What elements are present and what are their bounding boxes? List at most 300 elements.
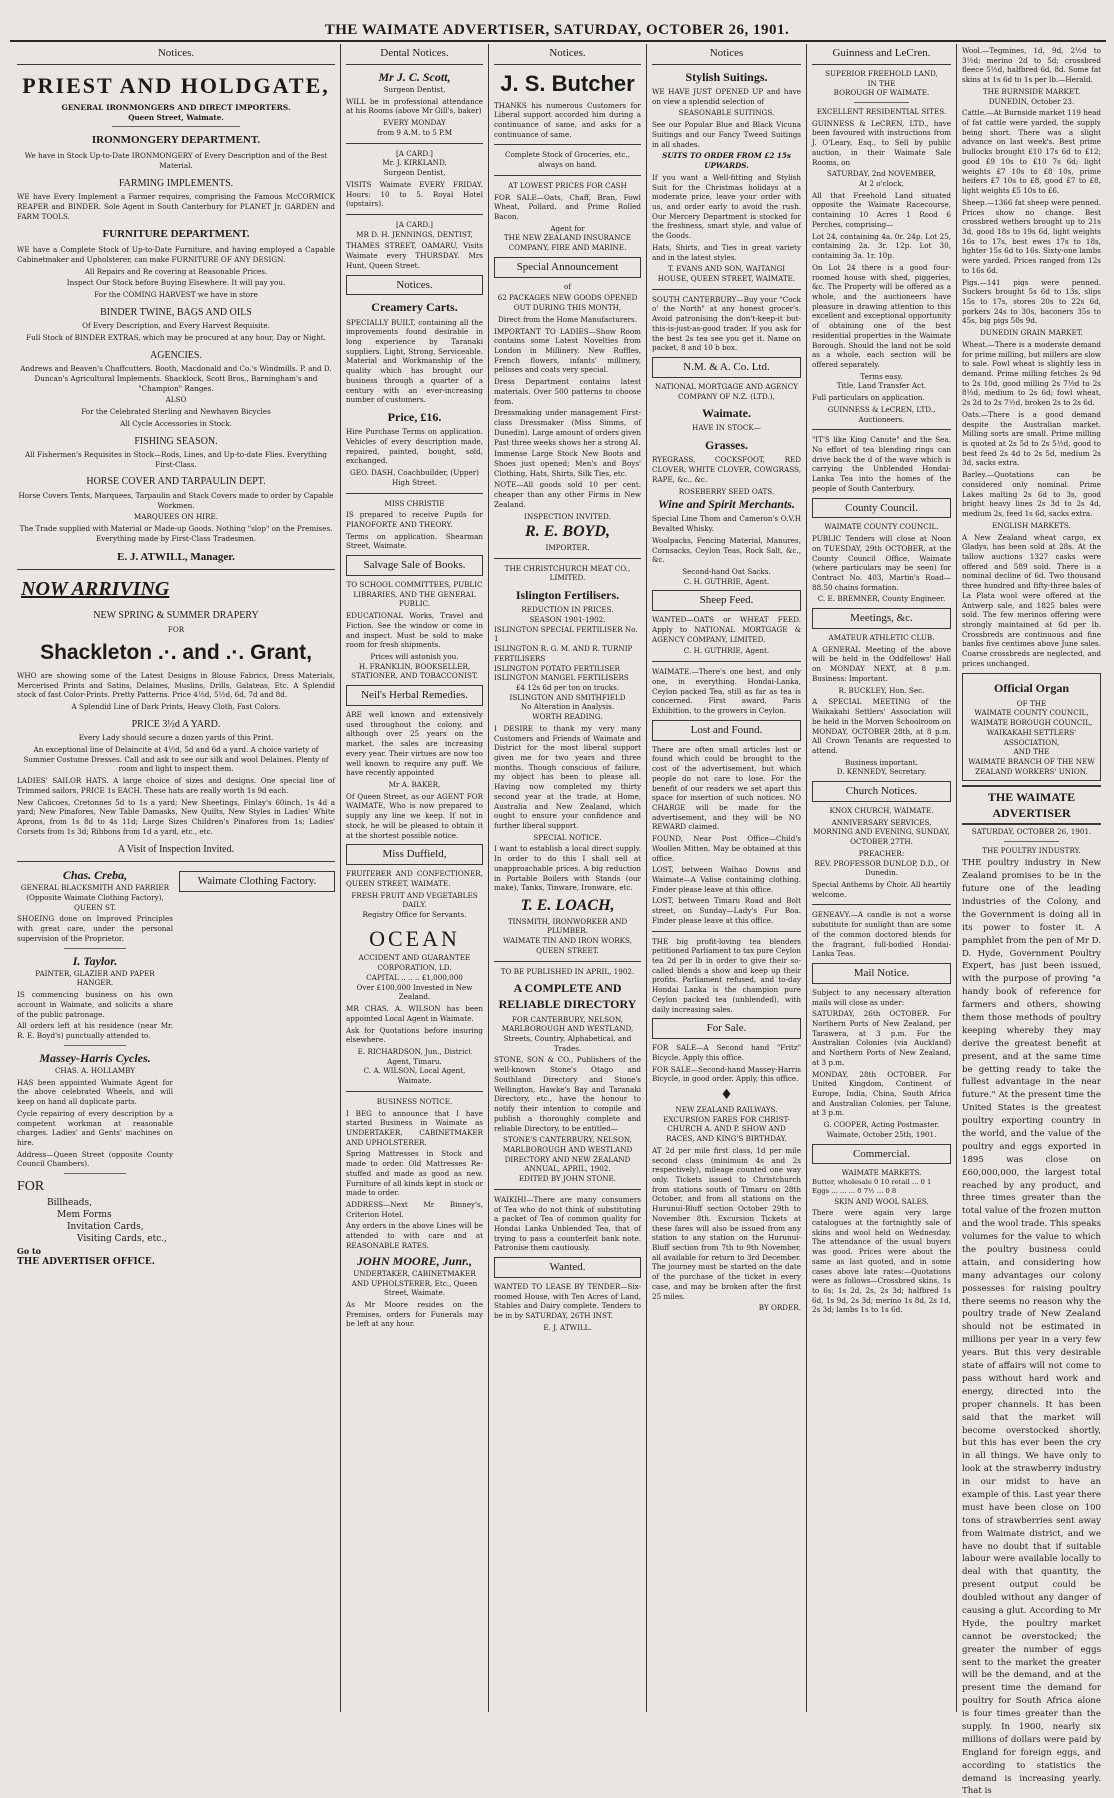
special-notice-text: I want to establish a local direct supply. In order to do this I shall sell at unapproachable prices. A big reduction in Portable Boilers with Stands (our make), Tanks, Tinware, Ironware, etc. — [494, 844, 641, 893]
dressmaking-text: Dressmaking under management First-class Dressmaker (Miss Simms, of Dunedin). Large amount of orders given Past three weeks shows her a strong AI. — [494, 408, 641, 447]
nma-subtitle: NATIONAL MORTGAGE AND AGENCY COMPANY OF N.Z. (LTD.), — [655, 381, 798, 401]
marquees-text: MARQUEES ON HIRE. — [133, 512, 219, 522]
scott-days: EVERY MONDAY — [383, 118, 446, 128]
county-council-heading: County Council. — [812, 498, 951, 519]
hire-text: Hire Purchase Terms on application. Vehicles of every description made, repaired, painted, bought, sold, exchanged. — [346, 427, 483, 466]
manager-signature: E. J. ATWILL, Manager. — [117, 550, 235, 563]
buckley-signature: R. BUCKLEY, Hon. Sec. — [838, 685, 925, 695]
dunlop-name: REV. PROFESSOR DUNLOP, D.D., Of Dunedin. — [814, 858, 949, 878]
divider — [854, 102, 910, 103]
official-and: AND THE — [1013, 747, 1050, 757]
burnside-text: Cattle.—At Burnside market 119 head of fat cattle were yarded, the supply being short. There was a slight advance on last week's. Best prime bullocks brought £10 17s 6d to £12; good £9 10s to £10 7s 6d; light weights £7 10s to £8 10s, prime heifers £7 10s to £8, good £7 to £8, light weights £5 10s to £6. — [962, 108, 1102, 196]
official-1: WAIMATE COUNTY COUNCIL, — [974, 708, 1089, 718]
county-text: PUBLIC Tenders will close at Noon on TUESDAY, 29th OCTOBER, at the County Council Office, Waimate (where particulars may be seen) for Contract No. 403, Martin's Road—88.50 chains formation. — [812, 534, 951, 592]
column-markets — [956, 44, 1106, 1797]
borough-heading: BOROUGH OF WAIMATE. — [833, 88, 930, 98]
neil-heading: Neil's Herbal Remedies. — [346, 685, 483, 706]
masthead — [0, 0, 1114, 38]
tea-blend-text: THE big profit-loving tea blenders petitioned Parliament to tax pure Ceylon tea 2d per lb in order to give their so-called blends a show and keep up their profits. Parliament refused, and to-day Hondai Lanka is the champion pure Ceylon packed tea (unblended), with daily increasing sales. — [652, 936, 801, 1014]
markets-heading: WAIMATE MARKETS. — [841, 1168, 922, 1178]
skin-text: There were again very large catalogues at the fortnightly sale of skins and wool held on Wednesday. The attendance of the usual buyers was good. Prices were about the same as last quoted, and in some cases above late rates:—Quotations were as follows—Crossbred skins, 1s to 6s; 1s 2d, 2s, 2s 3d; halfbred 1s 6d, 1s 9d, 2s 3d; merino 1s 8d, 2s 1d, 2s 3d; lambs 1s to 1s 6d. — [812, 1208, 951, 1315]
anthems-text: Special Anthems by Choir. All heartily welcome. — [812, 879, 951, 899]
divider — [494, 144, 641, 145]
fishing-text: All Fishermen's Requisites in Stock—Rods, Lines, and Up-to-date Flies. Everything First-Class. — [24, 450, 328, 469]
evans-signature: T. EVANS AND SON, WAITANGI HOUSE, QUEEN STREET, WAIMATE. — [657, 264, 796, 283]
furniture-text: WE have a Complete Stock of Up-to-Date Furniture, and having employed a Capable Cabinetmaker and Upholsterer, can make FURNITURE OF ANY DESIGN. — [17, 245, 335, 264]
railways-heading: NEW ZEALAND RAILWAYS. — [675, 1104, 778, 1114]
fertiliser-price: £4 12s 6d per ton on trucks. — [515, 682, 620, 692]
wine-heading: Wine and Spirit Merchants. — [658, 497, 795, 512]
mail-text-2: SATURDAY, 26th OCTOBER. For Northern Ports of New Zealand, per Tarawera, at 3 p.m. For the Australian Colonies (via Auckland) and Northern Ports of New Zealand, at 3 p.m. — [812, 1009, 951, 1067]
business-notice-address: ADDRESS—Next Mr Binney's, Criterion Hotel. — [346, 1200, 483, 1219]
for-label-2: FOR — [17, 1179, 45, 1195]
official-4: WAIMATE BRANCH OF THE NEW ZEALAND WORKERS' UNION. — [968, 757, 1095, 776]
guthrie-signature-2: C. H. GUTHRIE, Agent. — [683, 646, 770, 656]
richardson-signature: E. RICHARDSON, Jun., District Agent, Timaru. — [357, 1046, 472, 1066]
column-notices-1 — [12, 44, 340, 1712]
jennings-text: THAMES STREET, OAMARU, Visits Waimate every THURSDAY. Mrs Hunt, Queen Street. — [346, 241, 483, 270]
masthead-rule — [10, 40, 1106, 42]
gl-signature: GUINNESS & LeCREN, LTD., Auctioneers. — [827, 404, 936, 424]
anniversary-text: ANNIVERSARY SERVICES, MORNING AND EVENING, SUNDAY, OCTOBER 27TH. — [813, 817, 950, 847]
divider — [652, 931, 801, 932]
special-text-2: Direct from the Home Manufacturers. — [498, 314, 637, 324]
paper-title: THE WAIMATE ADVERTISER — [962, 785, 1101, 825]
divider — [494, 175, 641, 176]
ladies-text: IMPORTANT TO LADIES—Show Room contains some Latest Novelties from London in Millinery. New Ruffles, French flowers, infants' millinery, pelisses and coats very special. — [494, 326, 641, 375]
loach-subtitle: TINSMITH, IRONWORKER AND PLUMBER. — [507, 916, 628, 936]
fertiliser-3: ISLINGTON POTATO FERTILISER — [494, 663, 620, 673]
knox-heading: KNOX CHURCH, WAIMATE. — [829, 805, 934, 815]
divider — [64, 1173, 126, 1174]
excellent-sites: EXCELLENT RESIDENTIAL SITES. — [816, 107, 947, 116]
guthrie-signature: C. H. GUTHRIE, Agent. — [683, 576, 770, 586]
special-announcement: Special Announcement — [494, 257, 641, 278]
ocean-heading: OCEAN — [369, 925, 460, 951]
reduction-text: REDUCTION IN PRICES. — [521, 605, 614, 615]
eggs-row: Eggs ... ... ... 0 7½ ... 0 8 — [812, 1187, 897, 1196]
in-the: IN THE — [867, 78, 896, 88]
railways-text: AT 2d per mile first class, 1d per mile second class (minimum 4s and 2s respectively), mileage counted one way only. Tickets issued to Christchurch from stations south of Timaru on 28th October, and from all stations on the Hurunui-Bluff section October 29th to November 8th. Excursion Tickets at these fares will also be issued from any station to any station on the Hurunui-Bluff section from 7th to 9th November, all available for return to 3rd December. The journey must be started on the date of the purchase of the ticket in every case, and may be broken after the first 25 miles. — [652, 1145, 801, 1301]
stone-text: STONE, SON & CO., Publishers of the well-known Stone's Otago and Southland Directory and Stone's Wellington, Hawke's Bay and Taranaki Directory, etc., have the honour to notify their intention to compile and publish a thoroughly complete and reliable Directory, to be entitled— — [494, 1055, 641, 1133]
no-alteration: No Alteration in Analysis. — [520, 702, 615, 712]
shackleton-text-3: Every Lady should secure a dozen yards of this Print. — [78, 733, 274, 743]
business-notice-text-3: Any orders in the above Lines will be attended to with care and at REASONABLE RATES. — [346, 1221, 483, 1250]
burnside-heading: THE BURNSIDE MARKET. — [982, 86, 1081, 96]
agencies-text: Andrews and Beaven's Chaffcutters. Booth, Macdonald and Co.'s Windmills. P. and D. Duncan's Agricultural Implements. Shacklock, Scott Bros., Barningham's and "Champion" Ranges. — [20, 364, 332, 393]
business-notice-text-2: Spring Mattresses in Stock and made to order. Old Mattresses Re-stuffed and made as good as new. Furniture of all kinds kept in stock or made to order. — [346, 1149, 483, 1198]
worth-text: I DESIRE to thank my very many Customers and Friends of Waimate and District for the most liberal support given me for two years and three months. Though conscious of failure, my object has been to please all. Having now completed my thirty second year at the trade, at Home, Australia and New Zealand, which ought to ensure your confidence and further liberal support. — [494, 723, 641, 830]
boyd-heading: R. E. BOYD, — [525, 523, 610, 541]
candle-text: GENEAVY.—A candle is not a worse substitute for sunlight than are some of the common doctored blends for the fragrant, full-bodied Hondai-Lanka Teas. — [812, 910, 951, 959]
baker-text: Of Queen Street, as our AGENT FOR WAIMATE, Who is now prepared to supply any line we keep. If not in stock, he will be pleased to obtain it at the shortest possible notice. — [346, 791, 483, 840]
neil-text: ARE well known and extensively used throughout the colony, and although over 25 years on the market, the sales are increasing every year. Their virtues are now too well known to require any puff. We have recently appointed — [346, 710, 483, 778]
business-important: Business important. — [845, 757, 918, 767]
stylish-text-2: See our Popular Blue and Black Vicuna Suitings and our Fancy Tweed Suitings in all shades. — [652, 120, 801, 149]
column-header: Dental Notices. — [346, 44, 483, 65]
fishing-heading: FISHING SEASON. — [134, 435, 218, 447]
official-of: OF THE — [1016, 698, 1047, 708]
wanted-text: WANTED TO LEASE BY TENDER—Six-roomed House, with Ten Acres of Land, Stables and Dairy complete. Tenders to be in by SATURDAY, 26TH INST. — [494, 1281, 641, 1321]
for-sale-1: FOR SALE—A Second hand "Fritz" Bicycle. Apply this office. — [652, 1043, 801, 1062]
skin-heading: SKIN AND WOOL SALES. — [834, 1196, 929, 1206]
fertiliser-1: ISLINGTON SPECIAL FERTILISER No. 1 — [494, 624, 638, 644]
divider — [112, 126, 239, 127]
butcher-heading: J. S. Butcher — [500, 70, 635, 96]
column-notices-2 — [488, 44, 646, 1712]
moore-heading: JOHN MOORE, Junr., — [356, 1253, 473, 1268]
printing-visiting: Visiting Cards, etc., — [77, 1234, 167, 1245]
burnside-date: DUNEDIN, October 23. — [988, 96, 1075, 106]
taylor-heading: I. Taylor. — [72, 953, 118, 968]
scott-heading: Mr J. C. Scott, — [378, 69, 451, 84]
divider — [494, 558, 641, 559]
salvage-heading: Salvage Sale of Books. — [346, 555, 483, 576]
franklin-signature: H. FRANKLIN, BOOKSELLER, STATIONER, AND TOBACCONIST. — [351, 661, 478, 681]
firm-address: Queen Street, Waimate. — [128, 112, 224, 122]
kirkland-heading: Mr. J. KIRKLAND, — [382, 158, 447, 168]
lost-text-2: LOST, between Timaru Road and Bolt street, on Sunday—Lady's Fur Boa. Finder please leave at this office. — [652, 896, 801, 925]
divider — [652, 661, 801, 662]
divider — [494, 1189, 641, 1190]
special-text: 62 PACKAGES NEW GOODS OPENED OUT DURING THIS MONTH, — [497, 293, 638, 313]
meetings-heading: Meetings, &c. — [812, 608, 951, 629]
cycle-text: All Cycle Accessories in Stock. — [120, 418, 232, 428]
wine-text-2: Woolpacks, Fencing Material, Manures, Cornsacks, Ceylon Teas, Rock Salt, &c., &c. — [652, 535, 801, 565]
complete-stock: Complete Stock of Groceries, etc., always on hand. — [504, 150, 631, 170]
kirkland-text: VISITS Waimate EVERY FRIDAY. Hours: 10 to 5. Royal Hotel (upstairs). — [346, 179, 483, 209]
official-2: WAIMATE BOROUGH COUNCIL, — [970, 718, 1093, 728]
business-notice-heading: BUSINESS NOTICE. — [376, 1096, 453, 1106]
twocol-ads — [17, 867, 335, 1268]
roseberry-text: ROSEBERRY SEED OATS. — [678, 486, 775, 496]
divider — [64, 948, 126, 949]
english-heading: ENGLISH MARKETS. — [992, 520, 1071, 530]
kirkland-subtitle: Surgeon Dentist, — [383, 168, 446, 178]
agent-for: Agent for — [550, 223, 585, 233]
terms-text: Terms easy. — [860, 371, 903, 381]
salvage-text-2: Prices will astonish you. — [370, 652, 459, 661]
furniture-heading: FURNITURE DEPARTMENT. — [102, 228, 250, 241]
creba-subtitle: GENERAL BLACKSMITH AND FARRIER — [20, 883, 170, 893]
directory-date: TO BE PUBLISHED IN APRIL, 1902. — [500, 966, 635, 976]
divider — [494, 961, 641, 962]
grasses-heading: Grasses. — [705, 438, 748, 453]
business-notice-text: I BEG to announce that I have started Business in Waimate as UNDERTAKER, CABINETMAKER AND UPHOLSTERER. — [346, 1108, 483, 1147]
divider — [346, 143, 483, 144]
visit-heading: A Visit of Inspection Invited. — [117, 843, 235, 855]
railways-subtitle: EXCURSION FARES FOR CHRIST-CHURCH A. AND P. SHOW AND RACES, AND KING'S BIRTHDAY. — [663, 1114, 790, 1144]
sale-time: At 2 o'clock, — [859, 179, 904, 189]
canute-text: "IT'S like King Canute" and the Sea. No effort of tea blending rings can drive back the d of the wave which is carrying the Unblended Hondai-Lanka Tea into the homes of the people of South Canterbury. — [812, 435, 951, 493]
divider — [17, 569, 335, 570]
divider — [346, 214, 483, 215]
nma-place: Waimate. — [702, 406, 751, 421]
divider — [64, 1045, 126, 1046]
gl-text-3: On Lot 24 there is a good four-roomed house with shed, piggeries, &c. The Property will be offered as a whole, and the auctioneers have pleasure in drawing attention to this excellent and exceptional opportunity of obtaining one of the best residential properties in the Waimate Borough. Should the land not be sold as a whole, each section will be offered separately. — [812, 262, 951, 369]
poultry-article: THE poultry industry in New Zealand promises to be in the future one of the leading industries of the Colony, and the Government is doing all in its power to foster it. A pamphlet from the pen of Mr D. D. Hyde, Government Poultry Expert, has just been issued, with the purpose of proving "a handy book of reference for farmers and others, showing them those methods of poultry keeping whereby they may derive the greatest benefit at present, and at the same time be getting ready to take the fullest advantage in the near future." At the present time the United States is the greatest poultry exporting country in the world, and the value of the poultry and eggs exported in 1895 was close on £60,000,000, the largest total reached by any product, and three times greater than the total value of the frozen mutton and the wool trade. This speaks volumes for the value to which the poultry business could attain, and considering how many advantages our colony possesses for raising poultry there seems no reason why the poultry trade of New Zealand should not be estimated in millions per year in a very few years. But this very desirable state of affairs will not come to pass without hard work and energy, directed into the proper channels. It has been said that the market will become overstocked shortly, but this has ever been the cry in all things. We have only to look at the strawberry industry in our midst to have an example of this. Last year there must have been close on 100 tons of strawberries sent away from Waimate district, and we have no doubt that if suitable labour were available locally to deal with that quantity, the present output could be doubled without any danger of causing a glut. According to Mr Hyde, the poultry market cannot be overstocked; the greater the number of eggs sent to the market the greater will be the demand, and at the present time the demand for poultry for South Africa alone is four times greater than the supply. In 1900, nearly six millions of dollars were paid by England for foreign eggs, and according to statistics the demand is increasing yearly. That is — [962, 858, 1101, 1797]
fertiliser-4: ISLINGTON MANGEL FERTILISERS — [494, 673, 629, 683]
shackleton-text-2: A Splendid Line of Dark Prints, Heavy Cloth, Fast Colors. — [71, 702, 281, 712]
duffield-text: FRUITERER AND CONFECTIONER, QUEEN STREET, WAIMATE. — [346, 869, 483, 888]
divider — [17, 861, 335, 862]
wilson-text: MR CHAS. A. WILSON has been appointed Local Agent in Waimate. — [346, 1004, 483, 1023]
stylish-text: WE HAVE JUST OPENED UP and have on view a splendid selection of — [652, 87, 801, 106]
forsale-text: FOR SALE—Oats, Chaff, Bran, Fowl Wheat, Pollard, and Prime Rolled Bacon. — [494, 192, 641, 221]
jennings-heading: MR D. H. JENNINGS, DENTIST, — [356, 229, 473, 239]
boyd-subtitle: IMPORTER. — [545, 542, 590, 552]
waimate-clothing-heading: Waimate Clothing Factory. — [179, 871, 335, 892]
ocean-subtitle: ACCIDENT AND GUARANTEE CORPORATION, LD. — [358, 953, 471, 973]
printing-invitations: Invitation Cards, — [67, 1222, 144, 1233]
printing-memforms: Mem Forms — [57, 1210, 112, 1221]
sheep-market-text: Sheep.—1366 fat sheep were penned. Prices show no change. Best crossbred wethers brought up to 21s 3d, good 18s to 19s 6d, light weights 16s to 17s, best ewes 17s to 18s, lighter 15s 6d to 16s. Sixty-one lambs were yarded. Prices ranged from 12s to 16s 6d. — [962, 197, 1101, 275]
poultry-heading: THE POULTRY INDUSTRY. — [982, 845, 1081, 855]
official-organ-box — [962, 673, 1101, 781]
dress-text: Dress Department contains latest materials. Over 500 patterns to choose from. — [494, 377, 641, 406]
scott-hours: from 9 A.M. to 5 P.M — [376, 127, 453, 137]
agencies-heading: AGENCIES. — [150, 349, 202, 361]
card-label-2: [A CARD.] — [396, 219, 433, 229]
grasses-text: RYEGRASS, COCKSFOOT, RED CLOVER, WHITE CLOVER, COWGRASS, RAPE, &c., &c. — [652, 455, 801, 484]
secondhand-sacks: Second-hand Oat Sacks. — [682, 567, 771, 577]
for-sale-heading: For Sale. — [652, 1018, 801, 1039]
nma-heading: N.M. & A. Co. Ltd. — [652, 357, 801, 378]
also-label: ALSO — [165, 395, 187, 405]
column-header: Notices — [652, 44, 801, 65]
advertiser-office: THE ADVERTISER OFFICE. — [17, 1257, 155, 1268]
loach-heading: T. E. LOACH, — [520, 897, 615, 915]
settlers-text: A SPECIAL MEETING of the Waikakahi Settlers' Association will be held in the Morven Schoolroom on MONDAY, OCTOBER 28th, at 8 p.m. All Crown Tenants are requested to attend. — [812, 697, 951, 755]
oats-text: Oats.—There is a good demand despite the Australian market. Milling sorts are small. Prime milling is quoted at 2s 5d to 2s 5½d, good to best feed 2s 4d to 2s 5d, medium 2s 3d, sacks extra. — [962, 409, 1101, 468]
christie-text: IS prepared to receive Pupils for PIANOFORTE AND THEORY. — [346, 510, 483, 529]
salvage-subtitle: TO SCHOOL COMMITTEES, PUBLIC LIBRARIES, AND THE GENERAL PUBLIC. — [346, 579, 483, 609]
particulars-text: Full particulars on application. — [812, 393, 925, 403]
grain-heading: DUNEDIN GRAIN MARKET. — [980, 328, 1083, 338]
bicycles-text: For the Celebrated Sterling and Newhaven Bicycles — [81, 407, 271, 417]
gl-text: GUINNESS & LeCREN, LTD., have been favoured with instructions from J. O'Leary, Esq., to Sell by public auction, in their Waimate Sale Rooms, on — [812, 118, 951, 167]
islington-heading: Islington Fertilisers. — [515, 588, 620, 602]
paper-date: SATURDAY, OCTOBER 26, 1901. — [971, 826, 1092, 836]
for-sale-2: FOR SALE—Second-hand Massey-Harris Bicycle, in good order. Apply, this office. — [652, 1064, 801, 1084]
sheep-text: WANTED—OATS or WHEAT FEED. Apply to NATIONAL MORTGAGE & AGENCY COMPANY, LIMITED. — [652, 615, 801, 644]
stylish-text-3: If you want a Well-fitting and Stylish Suit for the Christmas holidays at a moderate price, leave your order with us, and order early to avoid the rush. Our Mercery Department is stocked for the freshness, smart style, and value of the Goods. — [652, 172, 801, 241]
moore-text: As Mr Moore resides on the Premises, orders for Funerals may be left at any hour. — [346, 1299, 483, 1329]
butcher-text: THANKS his numerous Customers for Liberal support accorded him during a continuance of same, and asks for a continuance of same. — [494, 100, 641, 139]
ocean-invested: Over £100,000 Invested in New Zealand. — [356, 982, 473, 1002]
directory-heading: A COMPLETE AND RELIABLE DIRECTORY — [498, 981, 637, 1012]
lost-found-heading: Lost and Found. — [652, 720, 801, 741]
sale-date: SATURDAY, 2nd NOVEMBER, — [826, 169, 937, 179]
divider — [812, 429, 951, 430]
horse-text: Horse Covers Tents, Marquees, Tarpaulin and Stack Covers made to order by Capable Workmen. — [18, 490, 334, 510]
registry-text: Registry Office for Servants. — [362, 910, 467, 920]
masthead-title: THE WAIMATE ADVERTISER, SATURDAY, OCTOBER 26, 1901. — [324, 22, 790, 38]
price-heading: PRICE 3½d A YARD. — [131, 718, 221, 730]
binder-text: Of Every Description, and Every Harvest Requisite. — [82, 321, 270, 331]
duffield-text-2: FRESH FRUIT AND VEGETABLES DAILY. — [351, 890, 478, 910]
scott-text: WILL be in professional attendance at his Rooms (above Mr Gill's, baker) — [346, 96, 483, 116]
county-subtitle: WAIMATE COUNTY COUNCIL. — [824, 522, 939, 532]
note-text: NOTE—All goods sold 10 per cent. cheaper than any other Firms in New Zealand. — [494, 480, 641, 509]
warning-text: WAIKIHI—There are many consumers of Tea who do not think of substituting a packet of Tea of common quality for Hondai Lanka Unblended Tea, that of trying to pass a counterfeit bank note. Patronise them cautiously. — [494, 1194, 641, 1253]
church-heading: Church Notices. — [812, 781, 951, 802]
quotes-text: Ask for Quotations before insuring elsewhere. — [346, 1025, 483, 1045]
goto-label: Go to — [17, 1245, 41, 1256]
special-notice-heading: SPECIAL NOTICE. — [533, 832, 602, 842]
wool-text: Wool.—Tegmines, 1d, 9d, 2½d to 3½d; merino 2d to 5d; crossbred fleece 5½d, halfbred 6d, 8d. Some fat skins at 1s 6d to 1s per lb.—Herald. — [962, 46, 1101, 85]
loach-address: WAIMATE TIN AND IRON WORKS, QUEEN STREET. — [502, 936, 632, 955]
wine-text: Special Line Thom and Cameron's O.V.H Bevalted Whisky. — [652, 514, 801, 534]
athletic-heading: AMATEUR ATHLETIC CLUB. — [828, 633, 935, 643]
special-of: of — [564, 281, 571, 291]
horse-heading: HORSE COVER AND TARPAULIN DEPT. — [86, 476, 266, 488]
calicoes-text: New Calicoes, Cretonnes 5d to 1s a yard; New Sheetings, Finlay's 60inch, 1s 4d a yard; New Pinafores, New Table Damasks, New Quilts, New Styles in Ladies' White Aprons, from 1s 8d to 4s 11d; Large Sizes Children's Pinafores from 1s; Ladies' Corsets from 1s 3d; Ribbons from 1d a yard, etc., etc. — [17, 797, 335, 836]
column-header: Notices. — [494, 44, 641, 65]
column-header: Guinness and LeCren. — [812, 44, 951, 65]
grain-text: Wheat.—There is a moderate demand for prime milling, but millers are slow to sale. Fowl wheat is slightly less in demand. Prime milling fetches 2s 9d to 2s 10d, good milling 2s 7½d to 2s 8½d, medium to 2s 6d; fowl wheat, 2s 2d to 2s 7½d, broken 2s to 2s 6d. — [962, 339, 1101, 408]
column-guinness — [806, 44, 956, 1712]
sheep-feed-heading: Sheep Feed. — [652, 590, 801, 611]
ladies-hats-text: LADIES' SAILOR HATS. A large choice of sizes and designs. One special line of Trimmed sailors, PRICE 1s EACH. These hats are really worth 1s 9d each. — [17, 776, 335, 795]
commercial-heading: Commercial. — [812, 1144, 951, 1165]
taylor-text-2: All orders left at his residence (near Mr. R. E. Boyd's) punctually attended to. — [17, 1021, 173, 1040]
baker-name: Mr A. BAKER, — [388, 780, 441, 790]
seasonable-suitings: SEASONABLE SUITINGS. — [678, 108, 775, 118]
iron-heading: IRONMONGERY DEPARTMENT. — [91, 134, 261, 147]
gl-text-2: All that Freehold Land situated opposite the Waimate Racecourse, containing 10 Acres 1 Rood 6 Perches, comprising— — [812, 190, 951, 229]
meat-heading: THE CHRISTCHURCH MEAT CO., LIMITED. — [504, 563, 631, 583]
directory-text: Streets, Country, Alphabetical, and Trades. — [503, 1034, 632, 1053]
fertiliser-2: ISLINGTON R. G. M. AND R. TURNIP FERTILISERS — [494, 644, 633, 663]
lost-intro: There are often small articles lost or found which could be brought to the cost of the advertisement, but which people do not care to lose. For the benefit of our readers we set apart this space for insertion of such notices. NO CHARGE will be made for the advertisement, and they will be NO REWARD claimed. — [652, 744, 801, 832]
suits-price: SUITS TO ORDER FROM £2 15s UPWARDS. — [662, 151, 791, 171]
divider — [346, 493, 483, 494]
athletic-text: A GENERAL Meeting of the above will be held in the Oddfellows' Hall on MONDAY NEXT, at 8 p.m. Business: Important. — [812, 644, 951, 683]
title-text: Title, Land Transfer Act. — [836, 381, 927, 391]
farm-heading: FARMING IMPLEMENTS. — [118, 177, 234, 189]
pigs-text: Pigs.—141 pigs were penned. Suckers brought 5s 6d to 13s, slips 15s to 17s, stores 20s to 22s 6d, porkers 24s to 30s, baconers 35s to 45s, big pigs 50s 9d. — [962, 277, 1101, 326]
cooper-signature: G. COOPER, Acting Postmaster. — [823, 1120, 940, 1130]
columns — [12, 44, 1106, 1797]
wanted-signature: E. J. ATWILL. — [543, 1322, 592, 1332]
furniture-inspect: Inspect Our Stock before Buying Elsewhere. It will pay you. — [66, 278, 286, 288]
grocer-text: SOUTH CANTERBURY—Buy your "Cock o' the North" at any honest grocer's. Avoid patronising the don't-keep-it but-this-is-just-as-good trader. If you ask for the best 2s tea see you get it. Name on packet, 8 and 10 b box. — [652, 294, 801, 353]
firm-name: PRIEST AND HOLDGATE, — [22, 72, 330, 98]
mail-text-3: MONDAY, 28th OCTOBER. For United Kingdom, Continent of Europe, India, China, South Africa and Australian Colonies, per Talune, at 3 p.m. — [812, 1069, 951, 1118]
english-text: A New Zealand wheat cargo, ex Gladys, has been sold at 28s. At the tallow auctions 1327 casks were offered and 589 sold. There is a nominal decline of 6d. Two thousand three hundred and fifty-three bales of La Plata wool were offered at the Antwerp sale, and 1825 bales were sold. The few merinos offering were strongly maintained at 6d per lb. Crossbreds are continuous and fine banks five centimes above June sales. Coarse crossbreds are neglected, and prices unchanged. — [962, 532, 1101, 668]
for-label: FOR — [167, 624, 185, 634]
column-notices-3 — [646, 44, 806, 1712]
taylor-text: IS commencing business on his own account in Waimate, and solicits a share of the public patronage. — [17, 990, 173, 1019]
divider — [652, 289, 801, 290]
harvest-text: For the COMING HARVEST we have in store — [94, 290, 258, 300]
hats-text: Hats, Shirts, and Ties in great variety and in the latest styles. — [652, 242, 801, 262]
mail-date: Waimate, October 25th, 1901. — [826, 1129, 937, 1139]
stones-title: STONE'S CANTERBURY, NELSON, MARLBOROUGH AND WESTLAND DIRECTORY AND NEW ZEALAND ANNUAL, APRIL, 1902. — [502, 1135, 633, 1174]
creba-text: SHOEING done on Improved Principles with great care, under the personal supervision of the Proprietor. — [17, 914, 173, 943]
boots-text: Immense Large Stock New Boots and Shoes just opened; Men's and Boys' Clothing, Hats, Shirts, Silk Ties, etc. — [494, 449, 641, 478]
ocean-capital: CAPITAL .. .. .. £1,000,000 — [366, 972, 463, 982]
nz-insurance: THE NEW ZEALAND INSURANCE COMPANY, FIRE AND MARINE. — [503, 233, 632, 253]
butter-row: Butter, wholesale 0 10 retail ... 0 1 — [812, 1178, 932, 1187]
wilson-signature: C. A. WILSON, Local Agent, Waimate. — [363, 1066, 466, 1086]
massey-text-2: Cycle repairing of every description by a competent workman at reasonable charges. Ladies' and Gents' machines on hire. — [17, 1108, 173, 1147]
creamery-price: Price, £16. — [387, 410, 442, 425]
shackleton-grant-heading: Shackleton .·. and .·. Grant, — [40, 640, 312, 664]
lots-text: Lot 24, containing 4a. 0r. 24p. Lot 25, containing 2a. 3r. 12p. Lot 30, containing 3a. 1r. 10p. — [812, 231, 951, 261]
farm-text: WE have Every Implement a Farmer requires, comprising the Famous McCORMICK REAPER and BINDER. Sole Agent in South Canterbury for PLANET Jr. GARDEN and FARM TOOLS. — [17, 192, 335, 221]
creba-heading: Chas. Creba, — [62, 868, 128, 882]
shackleton-text-1: WHO are showing some of the Latest Designs in Blouse Fabrics, Dress Materials, Mercerised Prints and Satins, Delaines, Muslins, Drills, Galateas, Etc. A Splendid stock of fast Color-Prints. Pretty Patterns. Price 4½d, 5½d, 6d, 7d and 8d. — [17, 670, 335, 700]
found-text: FOUND, Near Post Office—Child's Woollen Mitten. May be obtained at this office. — [652, 834, 801, 863]
have-in-stock: HAVE IN STOCK— — [692, 423, 761, 433]
creamery-heading: Creamery Carts. — [371, 300, 458, 315]
massey-address: Address—Queen Street (opposite County Council Chambers). — [17, 1149, 173, 1169]
now-arriving-heading: NOW ARRIVING — [21, 578, 170, 601]
lost-text-1: LOST, between Waihao Downs and Waimate—A Valise containing clothing. Finder please leave at this office. — [652, 865, 801, 894]
bremner-signature: C. E. BREMNER, County Engineer. — [817, 594, 946, 604]
moore-subtitle: UNDERTAKER, CABINETMAKER AND UPHOLSTERER, Etc., Queen Street, Waimate. — [351, 1268, 478, 1298]
dash-signature: GEO. DASH, Coachbuilder, (Upper) High Street. — [350, 468, 479, 487]
mail-text: Subject to any necessary alteration mails will close as under: — [812, 987, 951, 1007]
printing-billheads: Billheads, — [47, 1197, 92, 1208]
worth-reading: WORTH READING. — [532, 712, 603, 722]
notices-heading: Notices. — [346, 275, 483, 296]
salvage-text: EDUCATIONAL Works, Travel and Fiction. See the window or come in and inspect. Must be sold to make room for fresh shipments. — [346, 611, 483, 650]
card-label: [A CARD.] — [396, 148, 433, 158]
lowest-prices: AT LOWEST PRICES FOR CASH — [508, 180, 627, 190]
christie-terms: Terms on application. Shearman Street, Waimate. — [346, 531, 483, 551]
stylish-heading: Stylish Suitings. — [685, 69, 768, 84]
divider — [812, 904, 951, 905]
tea-text: WAIMATE.—There's one best, and only one, in everything. Hondai-Lanka, Ceylon packed Tea, still as far as tea is concerned. First award, Paris Exhibition, to the growers in Ceylon. — [652, 667, 801, 716]
season-text: SEASON 1901-1902. — [529, 614, 606, 624]
ads-right — [179, 867, 335, 1268]
superior-heading: SUPERIOR FREEHOLD LAND, — [825, 68, 938, 78]
shackleton-text-4: An exceptional line of Delaincite at 4½d, 5d and 6d a yard. A choice variety of Summer Costume Dresses. Call and ask to see our silk and wool Delaines. Plenty of room and light to inspect them. — [23, 745, 329, 774]
kennedy-signature: D. KENNEDY, Secretary. — [836, 767, 927, 777]
firm-subtitle: GENERAL IRONMONGERS AND DIRECT IMPORTERS. — [61, 102, 291, 112]
binder-heading: BINDER TWINE, BAGS AND OILS — [100, 306, 252, 318]
massey-agent: CHAS. A. HOLLAMBY — [54, 1065, 136, 1075]
scott-subtitle: Surgeon Dentist, — [383, 85, 446, 95]
directory-subtitle: FOR CANTERBURY, NELSON, MARLBOROUGH AND WESTLAND, — [501, 1014, 634, 1034]
iron-text: We have in Stock Up-to-Date IRONMONGERY of Every Description and of the Best Material. — [24, 151, 328, 170]
furniture-repairs: All Repairs and Re covering at Reasonable Prices. — [84, 266, 268, 276]
creamery-text: SPECIALLY BUILT, containing all the improvements found desirable in long experience by Taranaki suppliers. Light, Strong, Serviceable. Material and Workmanship of the quality which has brought our business through a quarter of a century with an ever-increasing number of customers. — [346, 317, 483, 405]
preacher-label: PREACHER: — [858, 848, 905, 858]
barley-text: Barley.—Quotations can be considered only nominal. Prime Lakes malting 2s 6d to 3s, good bright heavy lines 2s 3d to 2s 4d, medium 2s, feed 1s 6d, sacks extra. — [962, 470, 1101, 519]
drapery-heading: NEW SPRING & SUMMER DRAPERY — [93, 610, 259, 622]
trade-text: The Trade supplied with Material or Made-up Goods. Nothing "slop" on the Premises. Everything made by First-Class Tradesmen. — [19, 524, 333, 543]
massey-heading: Massey-Harris Cycles. — [39, 1050, 151, 1065]
column-header: Notices. — [17, 44, 335, 65]
christie-heading: MISS CHRISTIE — [384, 498, 445, 508]
smithfield-text: ISLINGTON AND SMITHFIELD — [509, 692, 626, 702]
inspection-invited: INSPECTION INVITED. — [524, 511, 611, 521]
edited-by: EDITED BY JOHN STONE. — [518, 1174, 617, 1184]
massey-text: HAS been appointed Waimate Agent for the above celebrated Wheels, and will keep on hand all duplicate parts. — [17, 1077, 173, 1107]
mail-notice-heading: Mail Notice. — [812, 963, 951, 984]
railways-signature: BY ORDER. — [758, 1303, 801, 1313]
wanted-heading: Wanted. — [494, 1257, 641, 1278]
duffield-heading: Miss Duffield, — [346, 844, 483, 865]
official-organ-heading: Official Organ — [994, 680, 1069, 695]
ads-left — [17, 867, 173, 1268]
divider — [1004, 841, 1060, 842]
creba-address: (Opposite Waimate Clothing Factory), QUEEN ST. — [26, 892, 164, 912]
